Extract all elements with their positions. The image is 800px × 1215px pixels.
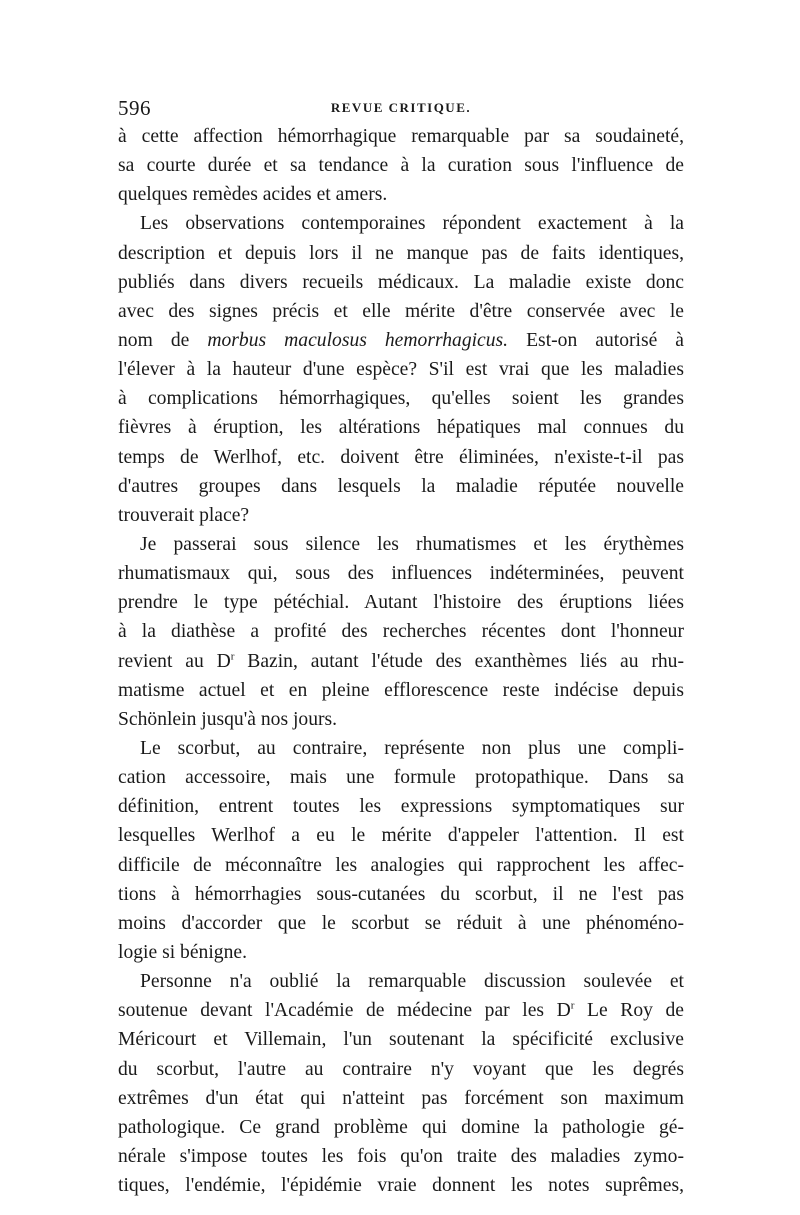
text-line: à cette affection hémorrhagique remarquable par sa soudaineté, (118, 126, 684, 147)
text-line: avec des signes précis et elle mérite d'être conservée avec le (118, 300, 684, 322)
text-line: temps de Werlhof, etc. doivent être éliminées, n'existe-t-il pas (118, 446, 684, 468)
text-line: d'autres groupes dans lesquels la maladie réputée nouvelle (118, 475, 684, 497)
text-line: moins d'accorder que le scorbut se réduit à une phénoméno- (118, 912, 684, 934)
text-line: rhumatismaux qui, sous des influences indéterminées, peuvent (118, 563, 684, 585)
latin-term: morbus maculosus hemorrhagicus. (207, 329, 509, 351)
text-line: Les observations contemporaines répondent exactement à la (140, 213, 684, 235)
text-line (118, 996, 684, 1025)
text-line: Je passerai sous silence les rhumatismes et les érythèmes (140, 533, 684, 555)
text-line: nérale s'impose toutes les fois qu'on traite des maladies zymo- (118, 1145, 684, 1167)
superscript: r (570, 999, 575, 1012)
text-line: matisme actuel et en pleine efflorescence reste indécise depuis (118, 679, 684, 701)
text-line: Schönlein jusqu'à nos jours. (118, 708, 338, 730)
text-line: du scorbut, l'autre au contraire n'y voyant que les degrés (118, 1058, 684, 1080)
text-line: prendre le type pétéchial. Autant l'histoire des éruptions liées (118, 592, 684, 614)
text-line: description et depuis lors il ne manque pas de faits identiques, (118, 242, 684, 264)
text-segment: revient au D (118, 650, 231, 672)
text-segment: nom de (118, 329, 190, 351)
text-line: pathologique. Ce grand problème qui domine la pathologie gé- (118, 1116, 684, 1138)
text-line: cation accessoire, mais une formule protopathique. Dans sa (118, 767, 684, 789)
page-number: 596 (118, 96, 151, 120)
text-line: quelques remèdes acides et amers. (118, 184, 388, 206)
text-line: difficile de méconnaître les analogies qui rapprochent les affec- (118, 854, 684, 876)
body-text (118, 122, 684, 1200)
page-header (118, 96, 684, 120)
text-line: sa courte durée et sa tendance à la curation sous l'influence de (118, 155, 684, 177)
text-line: à la diathèse a profité des recherches récentes dont l'honneur (118, 621, 684, 643)
text-segment: Est-on autorisé à (526, 329, 684, 351)
text-segment: Bazin, autant l'étude des exanthèmes liés au rhu- (234, 650, 684, 672)
text-line (118, 647, 684, 676)
text-line: tiques, l'endémie, l'épidémie vraie donnent les notes suprêmes, (118, 1175, 684, 1197)
text-line: Le scorbut, au contraire, représente non plus une compli- (140, 737, 684, 759)
text-line: à complications hémorrhagiques, qu'elles soient les grandes (118, 388, 684, 410)
text-line: publiés dans divers recueils médicaux. La maladie existe donc (118, 271, 684, 293)
text-line: tions à hémorrhagies sous-cutanées du scorbut, il ne l'est pas (118, 883, 684, 905)
text-line: trouverait place? (118, 504, 250, 526)
text-segment: soutenue devant l'Académie de médecine par les D (118, 1000, 571, 1022)
text-segment: Le Roy de (574, 1000, 684, 1022)
text-line: lesquelles Werlhof a eu le mérite d'appeler l'attention. Il est (118, 825, 684, 847)
text-line: fièvres à éruption, les altérations hépatiques mal connues du (118, 417, 684, 439)
text-line: Personne n'a oublié la remarquable discussion soulevée et (140, 971, 684, 993)
text-line: Méricourt et Villemain, l'un soutenant la spécificité exclusive (118, 1029, 684, 1051)
text-line (118, 326, 684, 355)
text-line: l'élever à la hauteur d'une espèce? S'il est vrai que les maladies (118, 359, 684, 381)
text-line: définition, entrent toutes les expressions symptomatiques sur (118, 796, 684, 818)
text-line: logie si bénigne. (118, 941, 247, 963)
text-line: extrêmes d'un état qui n'atteint pas forcément son maximum (118, 1087, 684, 1109)
superscript: r (230, 650, 235, 662)
running-title: REVUE CRITIQUE. (330, 100, 472, 115)
